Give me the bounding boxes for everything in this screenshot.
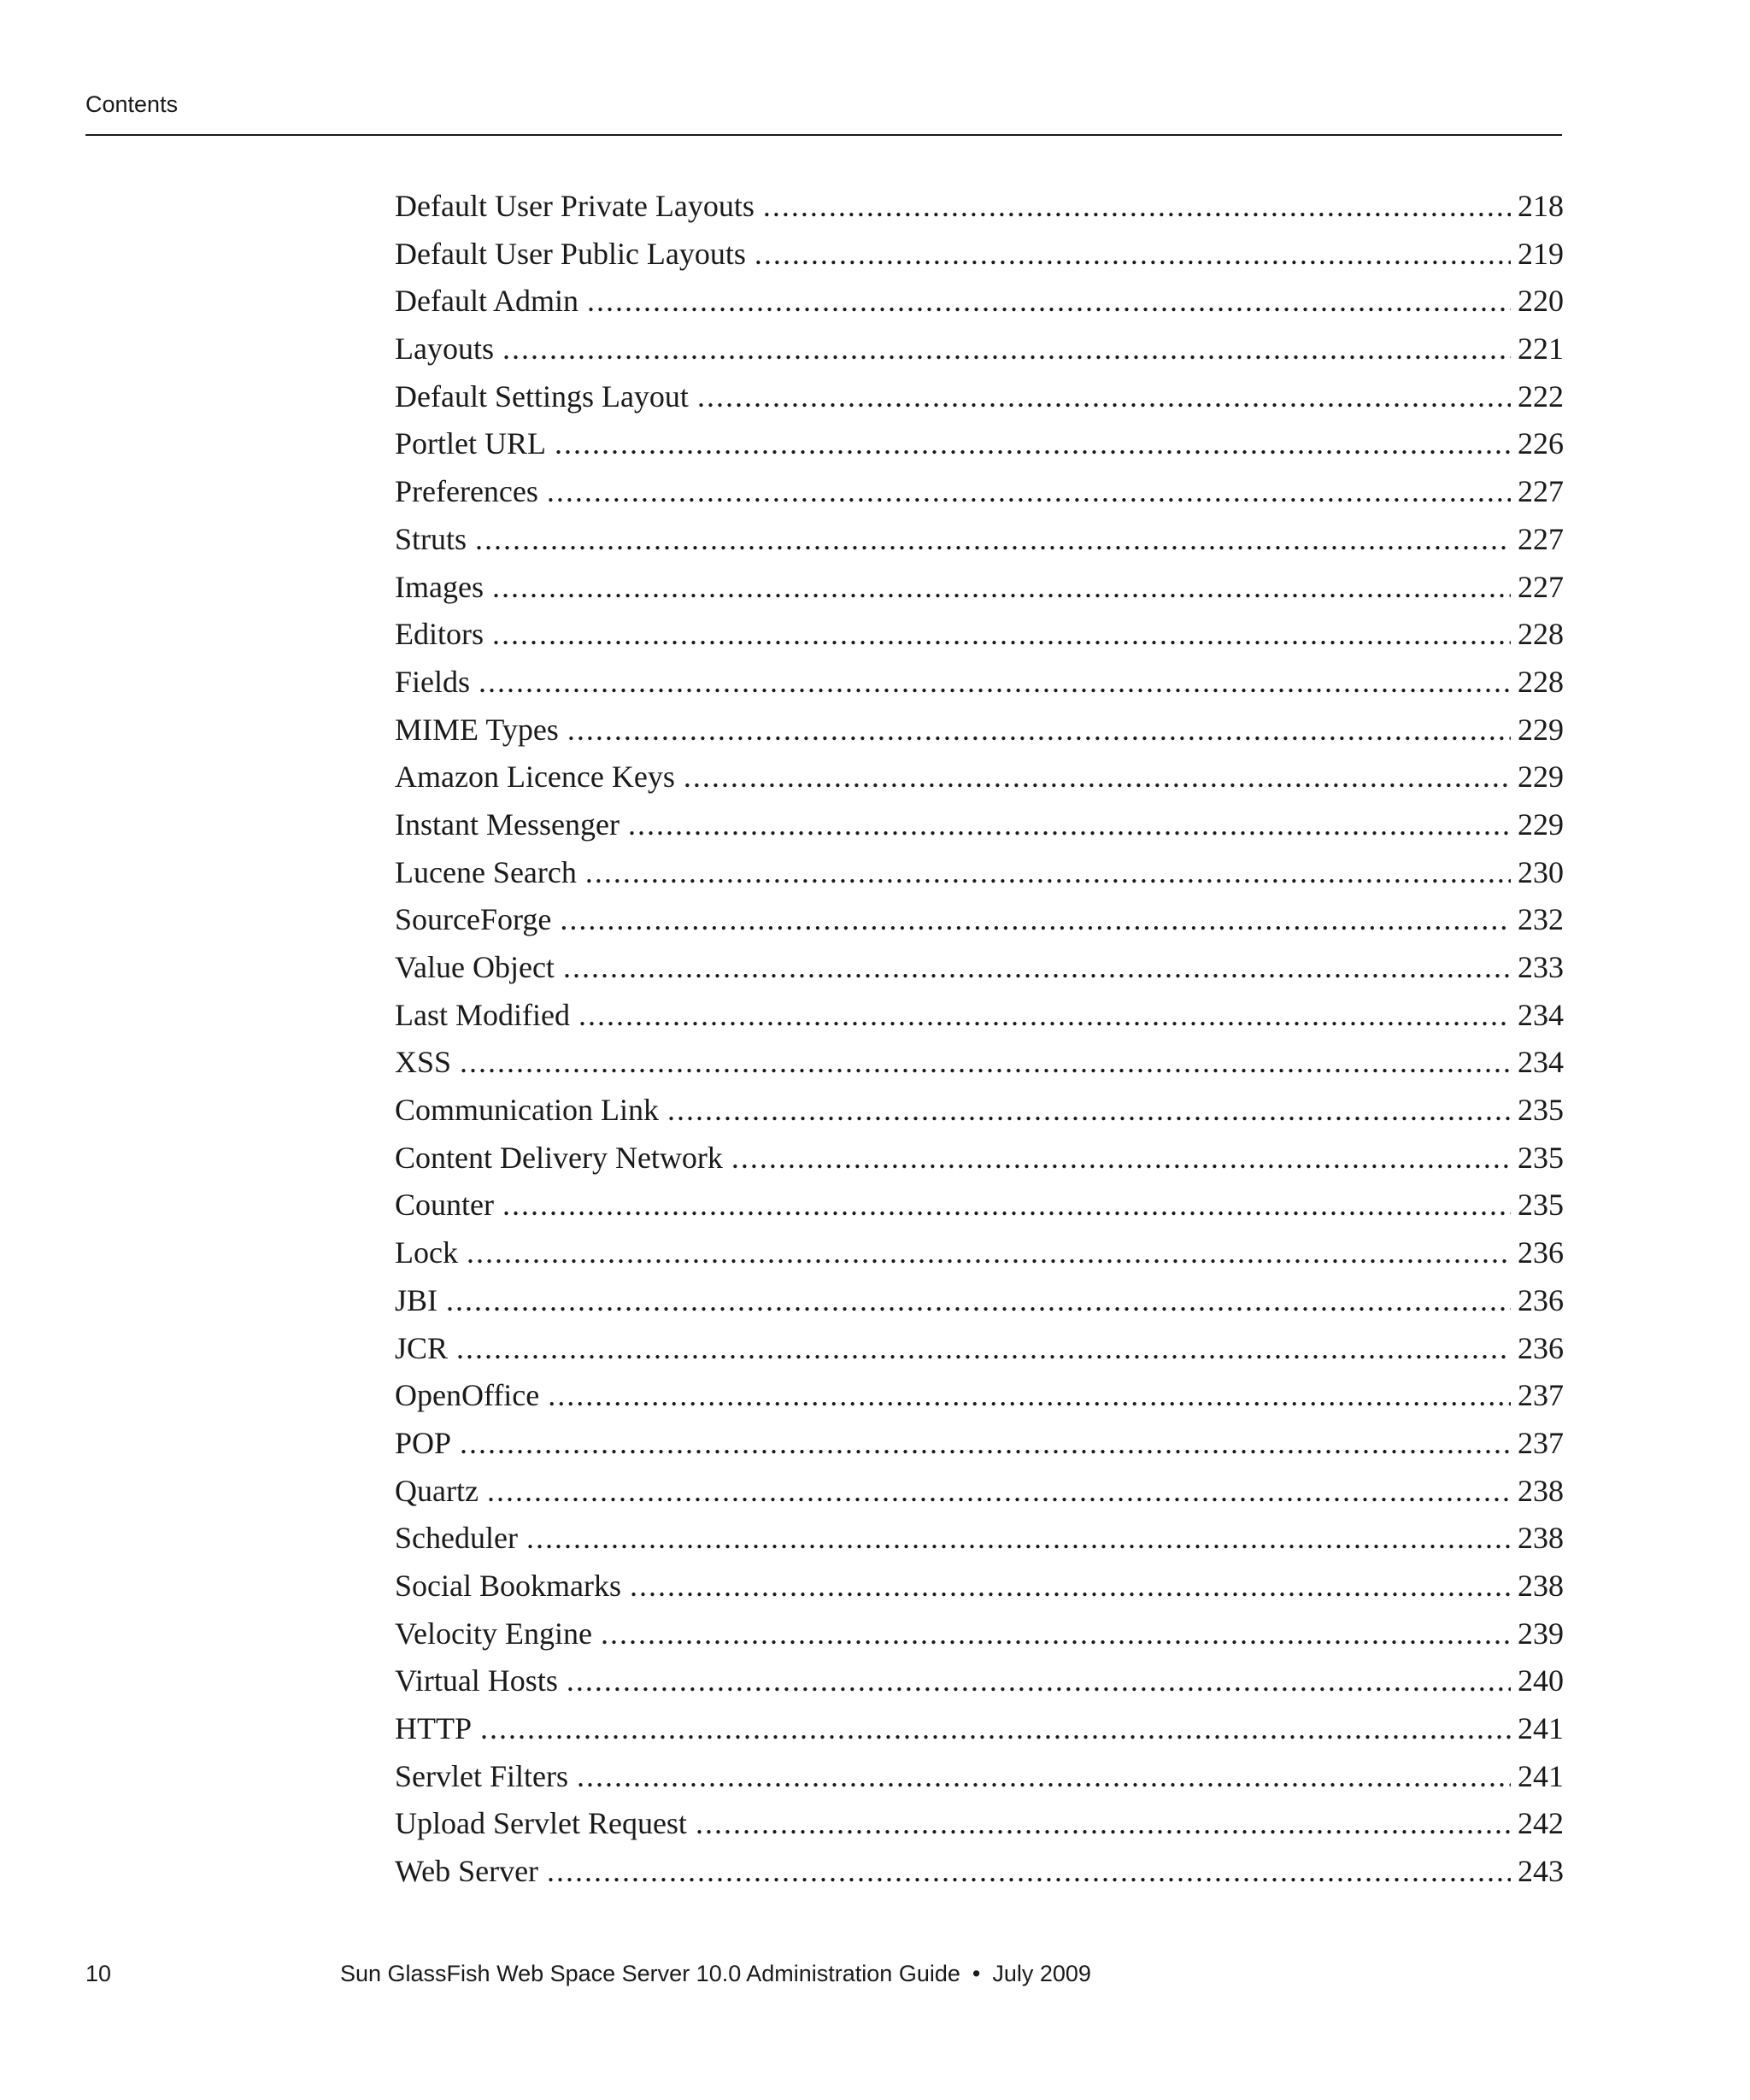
toc-entry-page: 241 (1518, 1711, 1564, 1745)
toc-entry[interactable] (395, 1087, 1564, 1135)
dot-leader (460, 1047, 1511, 1077)
toc-entry-page: 237 (1518, 1425, 1564, 1460)
toc-entry-page: 222 (1518, 378, 1564, 414)
toc-entry-page: 234 (1518, 997, 1564, 1032)
footer-doc-info (340, 1958, 1091, 1989)
toc-entry-title: Web Server (395, 1854, 539, 1889)
toc-entry-page: 240 (1518, 1663, 1564, 1698)
dot-leader (487, 1475, 1511, 1506)
toc-entry-page: 238 (1518, 1521, 1564, 1556)
dot-leader (502, 1189, 1511, 1220)
toc-entry-title: POP (395, 1425, 452, 1460)
toc-entry-page: 243 (1518, 1854, 1564, 1889)
toc-entry-title: Social Bookmarks (395, 1568, 621, 1603)
toc-entry[interactable] (395, 1372, 1564, 1420)
toc-entry[interactable] (395, 420, 1564, 468)
toc-entry[interactable] (395, 1277, 1564, 1325)
toc-entry-title: JCR (395, 1330, 449, 1365)
toc-entry[interactable] (395, 1325, 1564, 1373)
dot-leader (696, 1808, 1511, 1839)
toc-entry[interactable] (395, 944, 1564, 992)
toc-entry-page: 226 (1518, 426, 1564, 461)
toc-entry-page: 235 (1518, 1188, 1564, 1223)
toc-entry[interactable] (395, 183, 1564, 231)
toc-entry-title: Last Modified (395, 997, 570, 1032)
toc-entry-title: OpenOffice (395, 1378, 540, 1413)
dot-leader (467, 1237, 1511, 1268)
toc-entry-title: Instant Messenger (395, 807, 620, 842)
toc-entry-title: Upload Servlet Request (395, 1806, 687, 1841)
toc-entry-title: Default User Public Layouts (395, 236, 746, 271)
toc-entry-page: 242 (1518, 1806, 1564, 1841)
toc-entry[interactable] (395, 992, 1564, 1040)
dot-leader (479, 666, 1511, 697)
toc-entry-title: Content Delivery Network (395, 1140, 723, 1175)
toc-entry-title: Lock (395, 1235, 458, 1270)
dot-leader (555, 428, 1511, 459)
toc-entry-page: 229 (1518, 807, 1564, 842)
toc-entry-page: 241 (1518, 1758, 1564, 1793)
toc-entry[interactable] (395, 1705, 1564, 1753)
toc-entry-page: 236 (1518, 1330, 1564, 1365)
dot-leader (563, 952, 1511, 983)
table-of-contents (395, 183, 1564, 1896)
toc-entry-page: 227 (1518, 474, 1564, 509)
toc-entry[interactable] (395, 1848, 1564, 1896)
dot-leader (587, 285, 1511, 316)
toc-entry-page: 232 (1518, 902, 1564, 937)
dot-leader (492, 619, 1511, 649)
toc-entry-title: HTTP (395, 1711, 472, 1745)
toc-entry-title: Portlet URL (395, 426, 546, 461)
toc-entry[interactable] (395, 1657, 1564, 1705)
toc-entry-title: Virtual Hosts (395, 1663, 558, 1698)
toc-entry-title: Layouts (395, 331, 494, 367)
toc-entry-page: 236 (1518, 1282, 1564, 1317)
toc-entry[interactable] (395, 754, 1564, 801)
footer-separator: • (972, 1961, 981, 1986)
toc-entry-title: Communication Link (395, 1093, 659, 1128)
toc-entry[interactable] (395, 1753, 1564, 1801)
toc-entry[interactable] (395, 1468, 1564, 1516)
dot-leader (601, 1618, 1511, 1649)
toc-entry-page: 220 (1518, 284, 1564, 319)
dot-leader (585, 857, 1511, 888)
toc-entry[interactable] (395, 849, 1564, 897)
toc-entry[interactable] (395, 896, 1564, 944)
toc-entry-title: Amazon Licence Keys (395, 760, 675, 795)
toc-entry[interactable] (395, 564, 1564, 612)
dot-leader (763, 191, 1511, 221)
toc-entry-title: Lucene Search (395, 854, 577, 889)
dot-leader (630, 1570, 1511, 1601)
dot-leader (628, 809, 1511, 840)
footer-doc-title: Sun GlassFish Web Space Server 10.0 Administration Guide (340, 1961, 960, 1986)
dot-leader (567, 1665, 1511, 1696)
toc-entry-title: Default Settings Layout (395, 378, 689, 414)
toc-entry-title: JBI (395, 1282, 438, 1317)
toc-entry[interactable] (395, 231, 1564, 279)
toc-entry-page: 230 (1518, 854, 1564, 889)
toc-entry-title: Fields (395, 664, 471, 699)
dot-leader (456, 1333, 1511, 1364)
dot-leader (475, 524, 1511, 554)
toc-entry[interactable] (395, 659, 1564, 707)
toc-entry[interactable] (395, 1563, 1564, 1610)
toc-entry[interactable] (395, 516, 1564, 564)
toc-entry-title: Value Object (395, 950, 555, 984)
toc-entry[interactable] (395, 1515, 1564, 1563)
toc-entry-title: Scheduler (395, 1521, 518, 1556)
dot-leader (502, 333, 1511, 364)
toc-entry-page: 237 (1518, 1378, 1564, 1413)
toc-entry[interactable] (395, 707, 1564, 754)
dot-leader (667, 1094, 1511, 1125)
toc-entry-page: 219 (1518, 236, 1564, 271)
dot-leader (492, 572, 1511, 602)
toc-entry-title: Editors (395, 617, 484, 652)
toc-entry-title: Velocity Engine (395, 1616, 592, 1651)
dot-leader (480, 1713, 1511, 1744)
toc-entry-page: 235 (1518, 1093, 1564, 1128)
dot-leader (697, 381, 1511, 412)
toc-entry-page: 233 (1518, 950, 1564, 984)
toc-entry-page: 239 (1518, 1616, 1564, 1651)
toc-entry-page: 238 (1518, 1473, 1564, 1508)
toc-entry-page: 235 (1518, 1140, 1564, 1175)
toc-entry-title: Preferences (395, 474, 538, 509)
toc-entry[interactable] (395, 1610, 1564, 1658)
toc-entry[interactable] (395, 1800, 1564, 1848)
dot-leader (560, 904, 1511, 935)
toc-entry[interactable] (395, 1420, 1564, 1468)
dot-leader (684, 761, 1511, 792)
toc-entry-page: 234 (1518, 1045, 1564, 1080)
toc-entry[interactable] (395, 1182, 1564, 1229)
toc-entry[interactable] (395, 278, 1564, 326)
toc-entry-title: Images (395, 569, 484, 604)
dot-leader (755, 238, 1511, 269)
header-divider (85, 134, 1562, 136)
toc-entry[interactable] (395, 1135, 1564, 1182)
toc-entry-page: 228 (1518, 617, 1564, 652)
dot-leader (548, 1380, 1511, 1411)
toc-entry-page: 229 (1518, 760, 1564, 795)
toc-entry-title: XSS (395, 1045, 452, 1080)
toc-entry-title: Counter (395, 1188, 494, 1223)
dot-leader (446, 1285, 1511, 1316)
toc-entry[interactable] (395, 801, 1564, 849)
toc-entry-page: 236 (1518, 1235, 1564, 1270)
dot-leader (577, 1761, 1511, 1792)
toc-entry-page: 227 (1518, 569, 1564, 604)
toc-entry-title: Quartz (395, 1473, 479, 1508)
dot-leader (731, 1142, 1511, 1173)
dot-leader (567, 714, 1511, 745)
toc-entry-title: Struts (395, 521, 467, 556)
footer-date: July 2009 (992, 1961, 1091, 1986)
toc-entry[interactable] (395, 1039, 1564, 1087)
footer-page-number: 10 (85, 1961, 112, 1986)
toc-entry-title: MIME Types (395, 712, 559, 747)
toc-entry-page: 229 (1518, 712, 1564, 747)
dot-leader (547, 476, 1511, 507)
toc-entry-page: 227 (1518, 521, 1564, 556)
toc-entry[interactable] (395, 1229, 1564, 1277)
toc-entry[interactable] (395, 468, 1564, 516)
dot-leader (547, 1856, 1511, 1886)
toc-entry-title: Servlet Filters (395, 1758, 568, 1793)
toc-entry[interactable] (395, 373, 1564, 421)
dot-leader (526, 1522, 1511, 1553)
toc-entry-page: 218 (1518, 189, 1564, 223)
running-header: Contents (85, 91, 179, 117)
toc-entry-page: 238 (1518, 1568, 1564, 1603)
toc-entry-page: 228 (1518, 664, 1564, 699)
toc-entry[interactable] (395, 326, 1564, 373)
toc-entry-title: SourceForge (395, 902, 552, 937)
toc-entry-title: Default User Private Layouts (395, 189, 755, 223)
dot-leader (578, 1000, 1511, 1030)
toc-entry[interactable] (395, 611, 1564, 659)
toc-entry-title: Default Admin (395, 284, 578, 319)
dot-leader (460, 1428, 1511, 1458)
toc-entry-page: 221 (1518, 331, 1564, 367)
